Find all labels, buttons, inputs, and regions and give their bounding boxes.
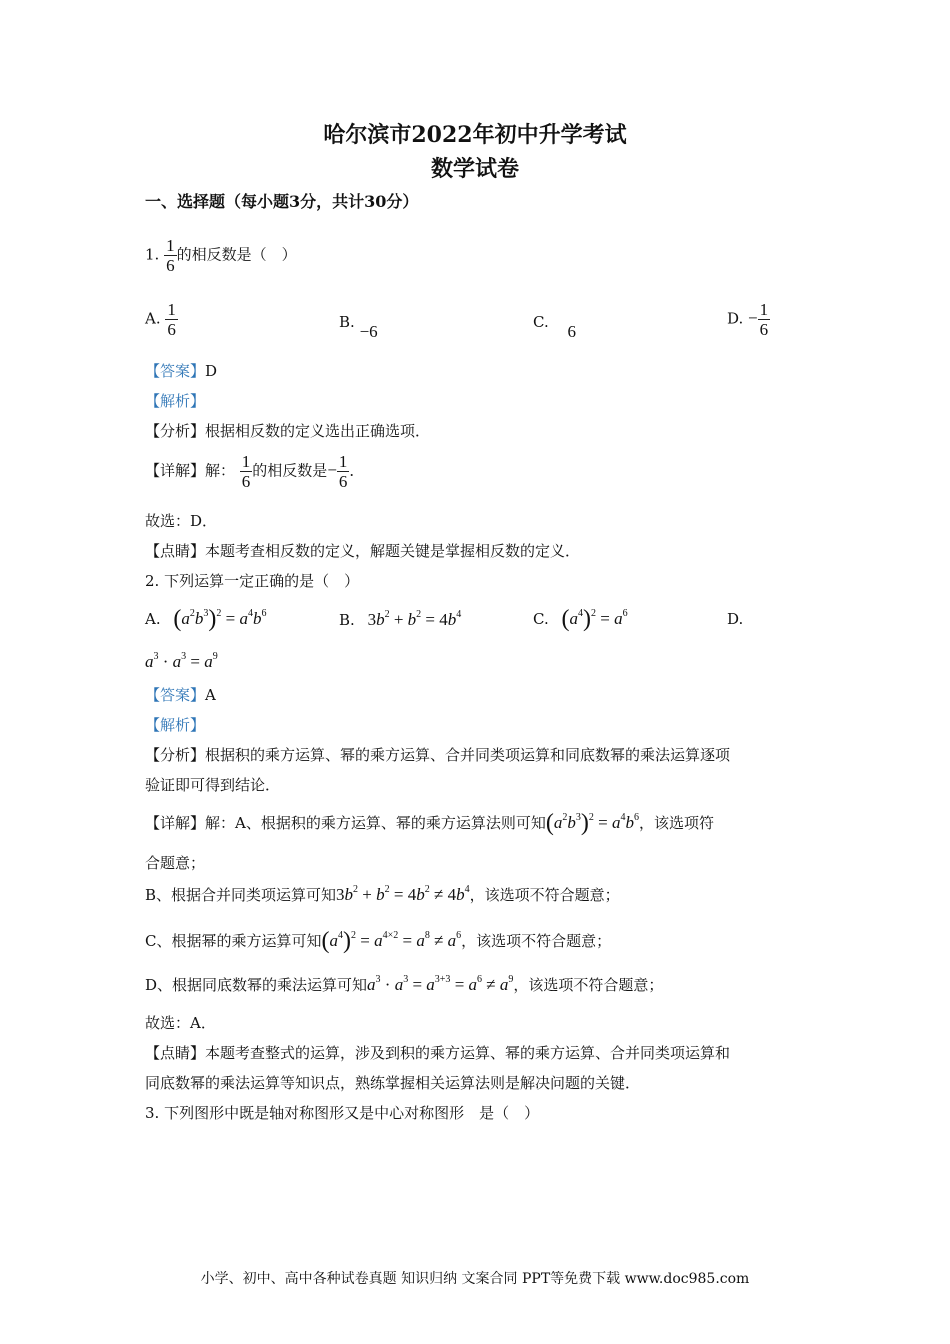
q2-answer: 【答案】A (145, 686, 216, 704)
q1-option-c: C. 6 (533, 313, 576, 341)
q2-option-d-label: D. (727, 610, 744, 628)
fraction: $\frac{1}{6}$ (338, 452, 348, 491)
q1-detail: 【详解】解： $\frac{1}{6}$ 的相反数是− $\frac{1}{6}$ ． (145, 452, 365, 491)
q1-option-a: A. $\frac{1}{6}$ (145, 300, 176, 339)
q1-option-d: D. − $\frac{1}{6}$ (727, 300, 769, 339)
q2-detail-c: C、根据幂的乘方运算可知$(a^4)^2 = a^{4\times 2} = a^8 \ne a^6$，该选项不符合题意； (145, 928, 612, 954)
question-text: 的相反数是（ ） (176, 245, 297, 264)
q2-choose: 故选：A． (145, 1014, 216, 1032)
fraction: $\frac{1}{6}$ (167, 300, 176, 339)
q2-comment-line2: 同底数幂的乘法运算等知识点，熟练掌握相关运算法则是解决问题的关键． (145, 1074, 641, 1092)
q1-fenxi: 【分析】根据相反数的定义选出正确选项． (145, 422, 431, 440)
exam-subtitle: 数学试卷 (430, 156, 519, 182)
page-footer: 小学、初中、高中各种试卷真题 知识归纳 文案合同 PPT等免费下载 www.doc985.com (200, 1271, 750, 1287)
question-1-stem (145, 236, 297, 275)
q2-option-c: C. $(a^4)^2 = a^6$ (533, 606, 628, 632)
exam-title: 哈尔滨市2022年初中升学考试 (323, 122, 627, 148)
q1-answer: 【答案】D (145, 362, 218, 380)
q2-option-b: B. $3b^2 + b^2 = 4b^4$ (339, 609, 462, 629)
q1-option-b: B. −6 (339, 313, 378, 341)
question-3-stem: 3. 下列图形中既是轴对称图形又是中心对称图形 是（ ） (145, 1104, 540, 1122)
question-number: 1. (145, 245, 160, 264)
q1-choose: 故选：D． (145, 512, 218, 530)
q2-comment-line1: 【点睛】本题考查整式的运算，涉及到积的乘方运算、幂的乘方运算、合并同类项运算和 (145, 1044, 731, 1062)
q2-detail-d: D、根据同底数幂的乘法运算可知$a^3 \cdot a^3 = a^{3+3} = a^6 \ne a^9$，该选项不符合题意； (145, 974, 664, 994)
q2-detail-b: B、根据合并同类项运算可知$3b^2 + b^2 = 4b^2 \ne 4b^4$，该选项不符合题意； (145, 884, 620, 904)
section-heading: 一、选择题（每小题3分，共计30分） (145, 192, 419, 211)
q1-comment: 【点睛】本题考查相反数的定义，解题关键是掌握相反数的定义． (145, 542, 581, 560)
fraction: $\frac{1}{6}$ (759, 300, 769, 339)
question-2-stem: 2. 下列运算一定正确的是（ ） (145, 572, 360, 590)
q2-analysis-tag: 【解析】 (145, 716, 206, 734)
q2-detail-a-cont: 合题意； (145, 854, 206, 872)
q2-option-d: $a^3 \cdot a^3 = a^9$ (145, 651, 218, 671)
q2-fenxi-line2: 验证即可得到结论． (145, 776, 281, 794)
q2-option-a: A. $(a^2b^3)^2 = a^4b^6$ (145, 606, 267, 632)
fraction: $\frac{1}{6}$ (166, 236, 175, 275)
q2-detail-a: 【详解】解：A、根据积的乘方运算、幂的乘方运算法则可知$(a^2b^3)^2 = a^4b^6$，该选项符 (145, 810, 714, 836)
q2-fenxi-line1: 【分析】根据积的乘方运算、幂的乘方运算、合并同类项运算和同底数幂的乘法运算逐项 (145, 746, 731, 764)
q1-analysis-tag: 【解析】 (145, 392, 206, 410)
fraction: $\frac{1}{6}$ (241, 452, 251, 491)
